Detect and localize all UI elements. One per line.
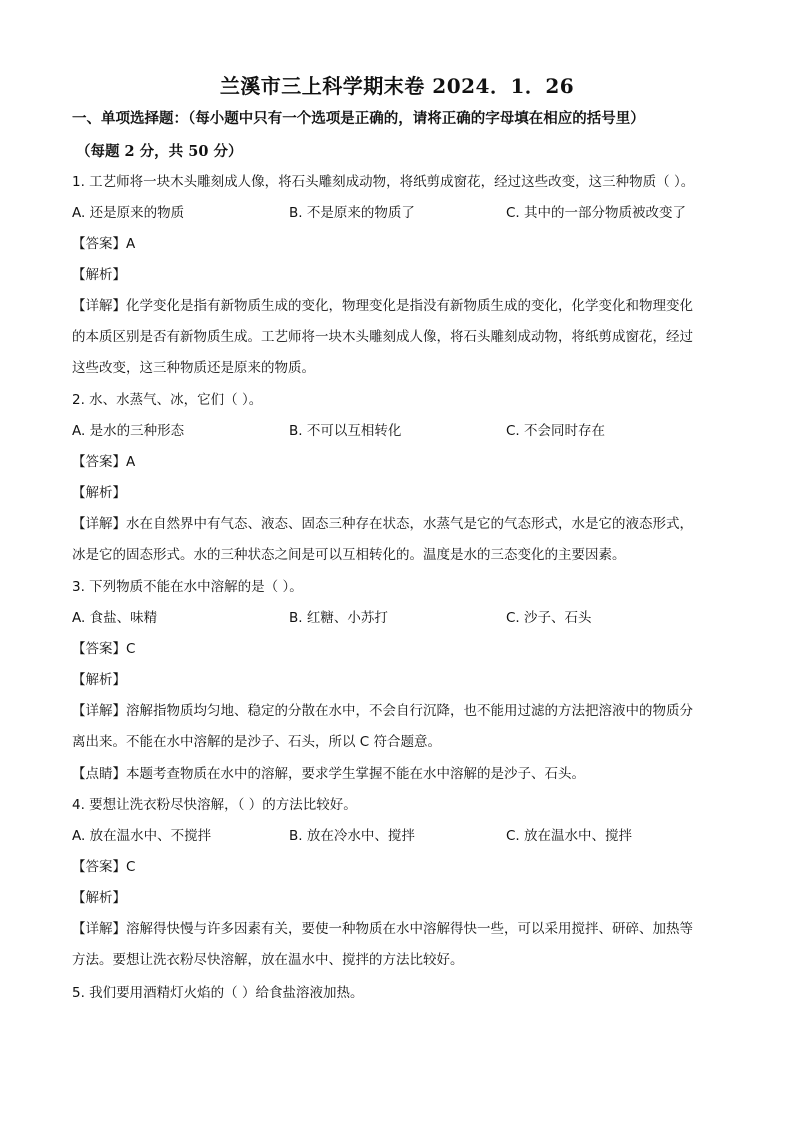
question-4-answer: 【答案】C	[72, 859, 136, 875]
question-3-answer: 【答案】C	[72, 641, 136, 657]
question-3-point: 【点睛】本题考查物质在水中的溶解，要求学生掌握不能在水中溶解的是沙子、石头。	[72, 766, 585, 782]
question-3-option-b: B. 红糖、小苏打	[289, 610, 388, 626]
question-2-option-a: A. 是水的三种形态	[72, 423, 185, 439]
question-1-analysis: 【解析】	[72, 267, 126, 283]
question-2-detail	[72, 509, 722, 571]
question-4-detail	[72, 914, 722, 976]
question-4-detail-line: 【详解】溶解得快慢与许多因素有关，要使一种物质在水中溶解得快一些，可以采用搅拌、研碎、加热等	[72, 921, 693, 937]
question-1-detail-line: 【详解】化学变化是指有新物质生成的变化，物理变化是指没有新物质生成的变化，化学变化和物理变化	[72, 298, 693, 314]
question-2-detail-line: 冰是它的固态形式。水的三种状态之间是可以互相转化的。温度是水的三态变化的主要因素。	[72, 547, 626, 563]
question-1-detail	[72, 291, 722, 384]
question-3-detail-line: 离出来。不能在水中溶解的是沙子、石头，所以 C 符合题意。	[72, 734, 442, 750]
page-title: 兰溪市三上科学期末卷 2024．1．26	[219, 74, 575, 98]
question-4-detail-line: 方法。要想让洗衣粉尽快溶解，放在温水中、搅拌的方法比较好。	[72, 952, 464, 968]
question-5-stem: 5. 我们要用酒精灯火焰的（ ）给食盐溶液加热。	[72, 985, 364, 1001]
question-3-detail	[72, 696, 722, 758]
question-1-answer: 【答案】A	[72, 236, 136, 252]
question-2-stem: 2. 水、水蒸气、冰，它们（ ）。	[72, 392, 263, 408]
question-3-detail-line: 【详解】溶解指物质均匀地、稳定的分散在水中，不会自行沉降，也不能用过滤的方法把溶液中的物质分	[72, 703, 693, 719]
question-3-option-a: A. 食盐、味精	[72, 610, 158, 626]
question-2-detail-line: 【详解】水在自然界中有气态、液态、固态三种存在状态，水蒸气是它的气态形式，水是它的液态形式，	[72, 516, 693, 532]
question-4-option-b: B. 放在冷水中、搅拌	[289, 828, 415, 844]
question-3-analysis: 【解析】	[72, 672, 126, 688]
section-heading: 一、单项选择题：（每小题中只有一个选项是正确的，请将正确的字母填在相应的括号里）	[72, 110, 645, 127]
question-1-stem: 1. 工艺师将一块木头雕刻成人像，将石头雕刻成动物，将纸剪成窗花，经过这些改变，这三种物质（ ）。	[72, 174, 695, 190]
question-4-analysis: 【解析】	[72, 890, 126, 906]
question-1-option-c: C. 其中的一部分物质被改变了	[506, 205, 687, 221]
question-3-stem: 3. 下列物质不能在水中溶解的是（ ）。	[72, 579, 303, 595]
question-4-stem: 4. 要想让洗衣粉尽快溶解，（ ）的方法比较好。	[72, 797, 357, 813]
section-subheading: （每题 2 分，共 50 分）	[76, 143, 243, 160]
question-4-option-a: A. 放在温水中、不搅拌	[72, 828, 212, 844]
question-2-option-b: B. 不可以互相转化	[289, 423, 402, 439]
question-4-option-c: C. 放在温水中、搅拌	[506, 828, 633, 844]
question-1-option-a: A. 还是原来的物质	[72, 205, 185, 221]
question-2-option-c: C. 不会同时存在	[506, 423, 606, 439]
question-2-analysis: 【解析】	[72, 485, 126, 501]
question-2-answer: 【答案】A	[72, 454, 136, 470]
question-1-detail-line: 的本质区别是否有新物质生成。工艺师将一块木头雕刻成人像，将石头雕刻成动物，将纸剪成窗花，经过	[72, 329, 693, 345]
question-1-option-b: B. 不是原来的物质了	[289, 205, 415, 221]
question-3-option-c: C. 沙子、石头	[506, 610, 592, 626]
question-1-detail-line: 这些改变，这三种物质还是原来的物质。	[72, 360, 315, 376]
